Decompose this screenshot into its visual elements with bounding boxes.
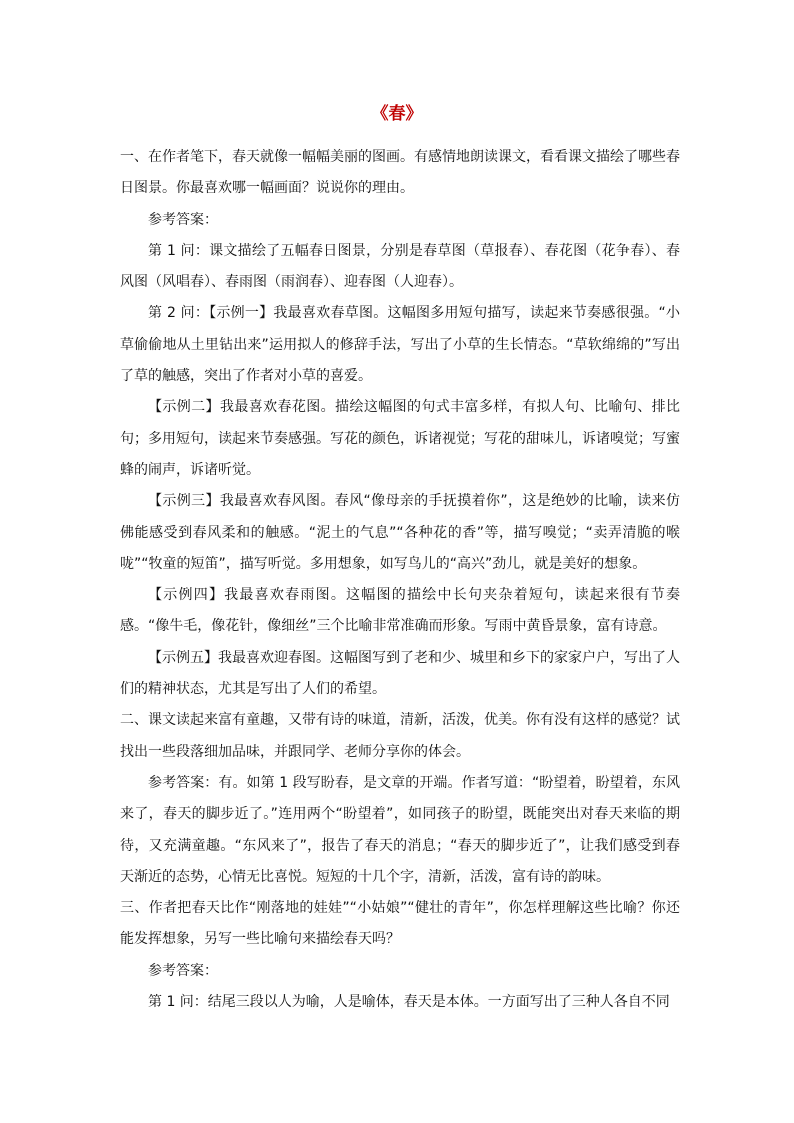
paragraph: 第 1 问：结尾三段以人为喻，人是喻体，春天是本体。一方面写出了三种人各自不同: [148, 994, 670, 1011]
document-title: 《春》: [371, 104, 423, 124]
paragraph: 【示例四】我最喜欢春雨图。这幅图的描绘中长句夹杂着短句，读起来很有节奏感。“像牛毛，像花针，像细丝”三个比喻非常准确而形象。写雨中黄昏景象，富有诗意。: [120, 587, 680, 635]
paragraph: 第 1 问：课文描绘了五幅春日图景，分别是春草图（草报春）、春花图（花争春）、春风图（风唱春）、春雨图（雨润春）、迎春图（人迎春）。: [120, 242, 680, 291]
paragraph: 参考答案：: [148, 211, 218, 228]
paragraph: 【示例五】我最喜欢迎春图。这幅图写到了老和少、城里和乡下的家家户户，写出了人们的精神状态，尤其是写出了人们的希望。: [120, 649, 680, 698]
paragraph: 第 2 问：【示例一】我最喜欢春草图。这幅图多用短句描写，读起来节奏感很强。“小草偷偷地从土里钻出来”运用拟人的修辞手法，写出了小草的生长情态。“草软绵绵的”写出了草的触感，突出了作者对小草的喜爱。: [120, 305, 680, 385]
paragraph: 一、在作者笔下，春天就像一幅幅美丽的图画。有感情地朗读课文，看看课文描绘了哪些春日图景。你最喜欢哪一幅画面？说说你的理由。: [120, 149, 680, 197]
paragraph: 三、作者把春天比作“刚落地的娃娃”“小姑娘”“健壮的青年”，你怎样理解这些比喻？你还能发挥想象，另写一些比喻句来描绘春天吗？: [120, 900, 680, 948]
paragraph: 二、课文读起来富有童趣，又带有诗的味道，清新，活泼，优美。你有没有这样的感觉？试找出一些段落细加品味，并跟同学、老师分享你的体会。: [120, 712, 680, 760]
paragraph: 【示例二】我最喜欢春花图。描绘这幅图的句式丰富多样，有拟人句、比喻句、排比句；多用短句，读起来节奏感强。写花的颜色，诉诸视觉；写花的甜味儿，诉诸嗅觉；写蜜蜂的闹声，诉诸听觉。: [120, 399, 680, 478]
paragraph: 参考答案：有。如第 1 段写盼春，是文章的开端。作者写道：“盼望着，盼望着，东风来了，春天的脚步近了。”连用两个“盼望着”，如同孩子的盼望，既能突出对春天来临的期待，又充满童趣。“东风来了”，报告了春天的消息；“春天的脚步近了”，让我们感受到春天渐近的态势，心情无比喜悦。短短的十几个字，清新，活泼，富有诗的韵味。: [120, 774, 680, 885]
paragraph: 【示例三】我最喜欢春风图。春风“像母亲的手抚摸着你”，这是绝妙的比喻，读来仿佛能感受到春风柔和的触感。“泥土的气息”“各种花的香”等，描写嗅觉；“卖弄清脆的喉咙”“牧童的短笛”，描写听觉。多用想象，如写鸟儿的“高兴”劲儿，就是美好的想象。: [120, 493, 680, 572]
paragraph: 参考答案：: [148, 962, 218, 979]
document-body: [120, 142, 680, 1018]
